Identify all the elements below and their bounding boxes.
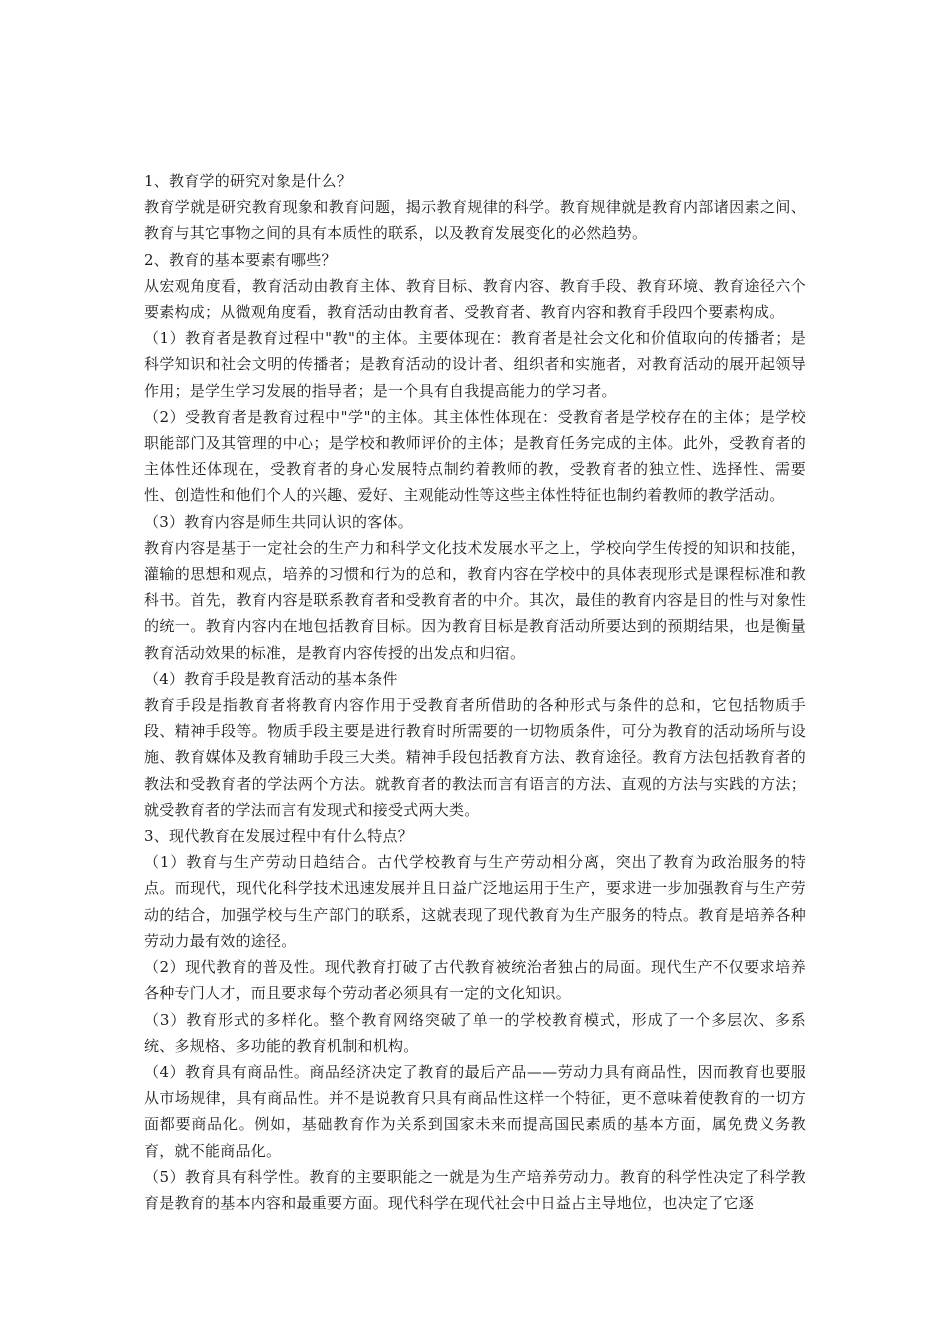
answer-paragraph-2: 从宏观角度看，教育活动由教育主体、教育目标、教育内容、教育手段、教育环境、教育途径六个要素构成；从微观角度看，教育活动由教育者、受教育者、教育内容和教育手段四个要素构成。 — [144, 276, 806, 322]
question-heading-1: 1、教育学的研究对象是什么？ — [144, 172, 353, 190]
list-item-educator: （1）教育者是教育过程中"教"的主体。主要体现在：教育者是社会文化和价值取向的传播者；是科学知识和社会文明的传播者；是教育活动的设计者、组织者和实施者，对教育活动的展开起领导作用；是学生学习发展的指导者；是一个具有自我提高能力的学习者。 — [144, 329, 806, 400]
question-heading-2: 2、教育的基本要素有哪些？ — [144, 250, 337, 269]
list-item-feature-3: （3）教育形式的多样化。整个教育网络突破了单一的学校教育模式，形成了一个多层次、多系统、多规格、多功能的教育机制和机构。 — [144, 1010, 806, 1055]
question-heading-3: 3、现代教育在发展过程中有什么特点？ — [144, 827, 414, 846]
list-item-feature-4: （4）教育具有商品性。商品经济决定了教育的最后产品——劳动力具有商品性，因而教育也要服从市场规律，具有商品性。并不是说教育只具有商品性这样一个特征，更不意味着使教育的一切方面都要商品化。例如，基础教育作为关系到国家未来而提高国民素质的基本方面，属免费义务教育，就不能商品化。 — [144, 1062, 806, 1160]
answer-paragraph-content: 教育内容是基于一定社会的生产力和科学文化技术发展水平之上，学校向学生传授的知识和技能，灌输的思想和观点，培养的习惯和行为的总和，教育内容在学校中的具体表现形式是课程标准和教科书。首先，教育内容是联系教育者和受教育者的中介。其次，最佳的教育内容是目的性与对象性的统一。教育内容内在地包括教育目标。因为教育目标是教育活动所要达到的预期结果，也是衡量教育活动效果的标准，是教育内容传授的出发点和归宿。 — [144, 538, 806, 662]
list-item-feature-1: （1）教育与生产劳动日趋结合。古代学校教育与生产劳动相分离，突出了教育为政治服务的特点。而现代，现代化科学技术迅速发展并且日益广泛地运用于生产，要求进一步加强教育与生产劳动的结合，加强学校与生产部门的联系，这就表现了现代教育为生产服务的特点。教育是培养各种劳动力最有效的途径。 — [144, 853, 806, 950]
answer-paragraph-1: 教育学就是研究教育现象和教育问题，揭示教育规律的科学。教育规律就是教育内部诸因素之间、教育与其它事物之间的具有本质性的联系，以及教育发展变化的必然趋势。 — [144, 198, 806, 243]
list-item-content-heading: （3）教育内容是师生共同认识的客体。 — [144, 512, 414, 531]
list-item-feature-2: （2）现代教育的普及性。现代教育打破了古代教育被统治者独占的局面。现代生产不仅要求培养各种专门人才，而且要求每个劳动者必须具有一定的文化知识。 — [144, 958, 806, 1003]
answer-paragraph-means: 教育手段是指教育者将教育内容作用于受教育者所借助的各种形式与条件的总和，它包括物质手段、精神手段等。物质手段主要是进行教育时所需要的一切物质条件，可分为教育的活动场所与设施、教育媒体及教育辅助手段三大类。精神手段包括教育方法、教育途径。教育方法包括教育者的教法和受教育者的学法两个方法。就教育者的教法而言有语言的方法、直观的方法与实践的方法；就受教育者的学法而言有发现式和接受式两大类。 — [144, 696, 806, 819]
list-item-feature-5: （5）教育具有科学性。教育的主要职能之一就是为生产培养劳动力。教育的科学性决定了科学教育是教育的基本内容和最重要方面。现代科学在现代社会中日益占主导地位，也决定了它逐 — [144, 1167, 806, 1212]
list-item-learner: （2）受教育者是教育过程中"学"的主体。其主体性体现在：受教育者是学校存在的主体；是学校职能部门及其管理的中心；是学校和教师评价的主体；是教育任务完成的主体。此外，受教育者的主体性还体现在，受教育者的身心发展特点制约着教师的教，受教育者的独立性、选择性、需要性、创造性和他们个人的兴趣、爱好、主观能动性等这些主体性特征也制约着教师的教学活动。 — [144, 407, 806, 505]
list-item-means-heading: （4）教育手段是教育活动的基本条件 — [144, 669, 398, 688]
document-body — [144, 168, 806, 1216]
